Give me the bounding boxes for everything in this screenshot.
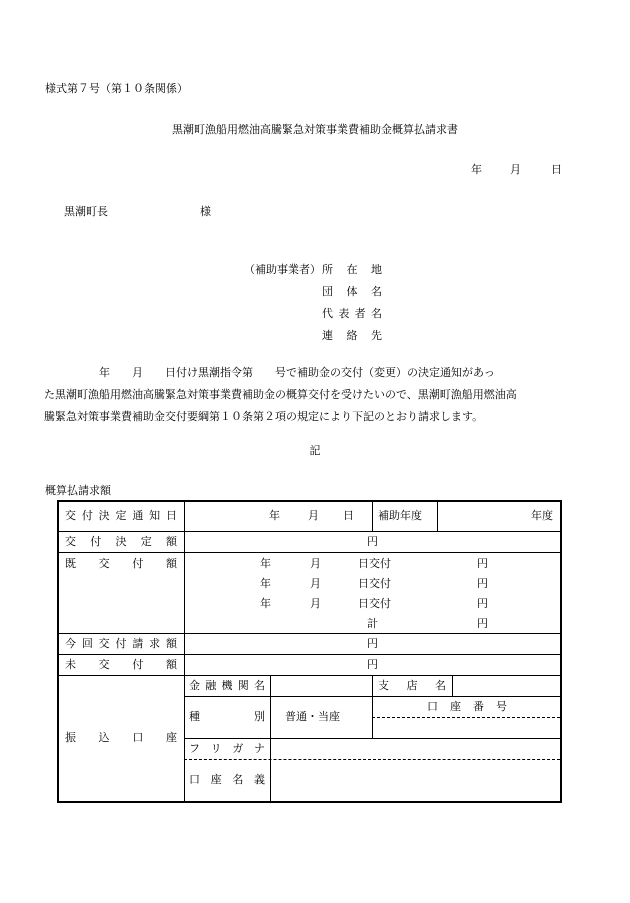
row-line (184, 738, 562, 739)
col-line (452, 675, 453, 696)
col-line (184, 500, 185, 803)
account-number-label: 口 座 番 号 (427, 700, 507, 713)
row-line (57, 633, 562, 634)
row-line (57, 531, 562, 532)
already-total-label: 計 (367, 617, 378, 630)
already-year-unit: 年 (260, 577, 271, 590)
body-line: 騰緊急対策事業費補助金交付要綱第１０条第２項の規定により下記のとおり請求します。 (44, 410, 484, 423)
col-line (270, 675, 271, 801)
row-line (57, 552, 562, 553)
table-border-bottom (57, 801, 562, 803)
account-type-value: 普通・当座 (285, 710, 340, 723)
date-day-unit: 日 (551, 163, 562, 176)
already-yen: 円 (477, 577, 488, 590)
unpaid-yen: 円 (367, 658, 378, 671)
already-total-yen: 円 (477, 617, 488, 630)
table-border-top (57, 500, 562, 502)
decision-amount-label: 交 付 決 定 額 (65, 535, 177, 548)
decision-amount-yen: 円 (367, 535, 378, 548)
already-paid-label: 既 交 付 額 (65, 557, 177, 570)
body-line: 年 月 日付け黒潮指令第 号で補助金の交付（変更）の決定通知があっ (44, 366, 495, 379)
already-year-unit: 年 (260, 557, 271, 570)
applicant-contact-label: 連絡先 (322, 329, 382, 342)
bank-name-label: 金 融 機 関 名 (189, 679, 265, 692)
col-line (372, 696, 373, 738)
row-line (57, 675, 562, 676)
applicant-address-label: 所在地 (322, 263, 382, 276)
transfer-account-label: 振 込 口 座 (65, 731, 177, 744)
applicant-group-label: 団体名 (322, 285, 382, 298)
decision-month-unit: 月 (308, 509, 319, 522)
decision-date-label: 交 付 決 定 通 知 日 (65, 509, 177, 522)
recipient-honorific: 様 (200, 205, 211, 218)
document-title: 黒潮町漁船用燃油高騰緊急対策事業費補助金概算払請求書 (172, 123, 458, 136)
already-day-kofu: 日交付 (358, 577, 391, 590)
this-request-yen: 円 (367, 637, 378, 650)
already-yen: 円 (477, 557, 488, 570)
row-line (57, 654, 562, 655)
furigana-label: フ リ ガ ナ (189, 742, 265, 755)
already-month-unit: 月 (310, 577, 321, 590)
table-border-left (57, 500, 59, 803)
recipient-name: 黒潮町長 (64, 205, 108, 218)
this-request-label: 今 回 交 付 請 求 額 (65, 637, 177, 650)
already-month-unit: 月 (310, 597, 321, 610)
request-table (57, 500, 562, 803)
body-line: た黒潮町漁船用燃油高騰緊急対策事業費補助金の概算交付を受けたいので、黒潮町漁船用燃油高 (44, 388, 517, 401)
row-line (184, 696, 562, 697)
col-line (372, 500, 373, 531)
date-month-unit: 月 (510, 163, 521, 176)
col-line (372, 675, 373, 696)
section-label: 概算払請求額 (45, 484, 111, 497)
request-body (44, 362, 586, 428)
applicant-rep-label: 代表者名 (322, 307, 382, 320)
dashed-line (372, 717, 560, 718)
already-day-kofu: 日交付 (358, 557, 391, 570)
decision-year-unit: 年 (269, 509, 280, 522)
applicant-tag: （補助事業者） (244, 263, 321, 276)
form-number: 様式第７号（第１０条関係） (45, 82, 188, 95)
account-name-label: 口 座 名 義 (189, 773, 265, 786)
table-border-right (560, 500, 562, 803)
account-type-label: 種 別 (189, 710, 265, 723)
date-year-unit: 年 (471, 163, 482, 176)
col-line (437, 500, 438, 531)
already-year-unit: 年 (260, 597, 271, 610)
already-yen: 円 (477, 597, 488, 610)
fiscal-year-label: 補助年度 (378, 509, 422, 522)
decision-day-unit: 日 (343, 509, 354, 522)
dashed-line (184, 759, 560, 760)
unpaid-label: 未 交 付 額 (65, 658, 177, 671)
branch-name-label: 支 店 名 (378, 679, 446, 692)
fiscal-year-unit: 年度 (531, 509, 553, 522)
already-month-unit: 月 (310, 557, 321, 570)
ki-mark: 記 (309, 444, 321, 457)
already-day-kofu: 日交付 (358, 597, 391, 610)
